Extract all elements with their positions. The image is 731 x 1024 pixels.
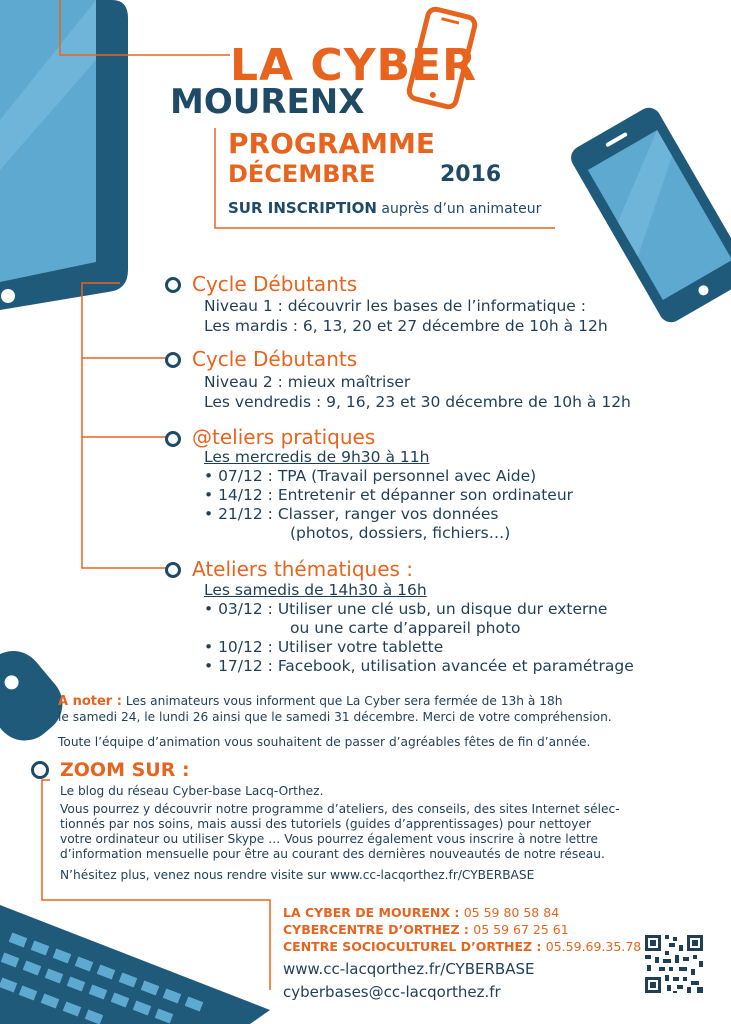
note-line-3: Toute l’équipe d’animation vous souhaitent de passer d’agréables fêtes de fin d’année.: [58, 735, 591, 749]
title-mourenx: MOURENX: [170, 82, 365, 122]
title-la-cyber: LA CYBER: [230, 40, 478, 91]
contact-name: LA CYBER DE MOURENX :: [283, 905, 460, 920]
contact-name: CENTRE SOCIOCULTUREL D’ORTHEZ :: [283, 939, 542, 954]
ring-bullet-icon: [31, 761, 49, 779]
ring-bullet-icon: [165, 352, 181, 368]
zoom-line: tionnés par nos soins, mais aussi des tutoriels (guides d’apprentissages) pour nettoyer: [60, 817, 591, 831]
section-3-subtitle: Les mercredis de 9h30 à 11h: [204, 448, 430, 466]
ring-bullet-icon: [165, 562, 181, 578]
contact-name: CYBERCENTRE D’ORTHEZ :: [283, 922, 469, 937]
qr-code-icon: [643, 933, 705, 995]
section-1-line-1: Niveau 1 : découvrir les bases de l’informatique :: [204, 297, 586, 315]
ring-bullet-icon: [165, 431, 181, 447]
month-heading: DÉCEMBRE: [228, 160, 376, 188]
ring-bullet-icon: [165, 277, 181, 293]
note-line-2: le samedi 24, le lundi 26 ainsi que le samedi 31 décembre. Merci de votre compréhension.: [58, 710, 612, 724]
contact-centre-socioculturel: [283, 939, 641, 954]
keyboard-illustration: [0, 905, 270, 1024]
contact-mourenx: [283, 905, 559, 920]
contact-phone: 05 59 67 25 61: [473, 922, 569, 937]
section-title-cycle-debutants-1: Cycle Débutants: [192, 272, 358, 296]
section-4-item: ou une carte d’appareil photo: [290, 619, 521, 637]
contact-phone: 05.59.69.35.78: [545, 939, 642, 954]
email-link[interactable]: cyberbases@cc-lacqorthez.fr: [283, 983, 501, 1001]
section-4-item: • 10/12 : Utiliser votre tablette: [204, 638, 444, 656]
section-4-item: • 03/12 : Utiliser une clé usb, un disque dur externe: [204, 600, 608, 618]
section-2-line-1: Niveau 2 : mieux maîtriser: [204, 373, 411, 391]
section-title-cycle-debutants-2: Cycle Débutants: [192, 347, 358, 371]
website-link[interactable]: www.cc-lacqorthez.fr/CYBERBASE: [283, 960, 535, 978]
section-title-ateliers-pratiques: @teliers pratiques: [192, 425, 376, 449]
contact-phone: 05 59 80 58 84: [463, 905, 560, 920]
contact-orthez: [283, 922, 569, 937]
phone-illustration: [567, 103, 731, 326]
note-text-1: Les animateurs vous informent que La Cyber sera fermée de 13h à 18h: [125, 694, 563, 708]
section-3-item: • 14/12 : Entretenir et dépanner son ordinateur: [204, 486, 574, 504]
zoom-line: d’information mensuelle pour être au courant des dernières nouveautés de notre réseau.: [60, 847, 605, 861]
note-line-1: [58, 694, 562, 709]
zoom-subtitle: Le blog du réseau Cyber-base Lacq-Orthez.: [60, 784, 324, 798]
section-3-item: • 21/12 : Classer, ranger vos données: [204, 505, 499, 523]
section-1-line-2: Les mardis : 6, 13, 20 et 27 décembre de 10h à 12h: [204, 317, 608, 335]
programme-heading: PROGRAMME: [228, 127, 435, 160]
inscription-line: [228, 199, 541, 217]
section-3-item: • 07/12 : TPA (Travail personnel avec Aide): [204, 467, 537, 485]
section-title-ateliers-thematiques: Ateliers thématiques :: [192, 557, 414, 581]
section-3-item: (photos, dossiers, fichiers…): [290, 524, 511, 542]
year-heading: 2016: [440, 162, 502, 187]
inscription-rest: auprès d’un animateur: [381, 201, 542, 217]
zoom-line: votre ordinateur ou utiliser Skype … Vous pourrez également vous inscrire à notre lettre: [60, 832, 598, 846]
zoom-line: Vous pourrez y découvrir notre programme d’ateliers, des conseils, des sites Internet sélec-: [60, 802, 620, 816]
section-4-item: • 17/12 : Facebook, utilisation avancée et paramétrage: [204, 657, 634, 675]
section-4-subtitle: Les samedis de 14h30 à 16h: [204, 581, 427, 599]
zoom-line: N’hésitez plus, venez nous rendre visite sur www.cc-lacqorthez.fr/CYBERBASE: [60, 868, 535, 882]
section-2-line-2: Les vendredis : 9, 16, 23 et 30 décembre de 10h à 12h: [204, 393, 631, 411]
note-label: A noter :: [58, 694, 122, 709]
inscription-bold: SUR INSCRIPTION: [228, 199, 377, 217]
zoom-title: ZOOM SUR :: [60, 759, 190, 781]
tablet-illustration: [0, 0, 128, 310]
